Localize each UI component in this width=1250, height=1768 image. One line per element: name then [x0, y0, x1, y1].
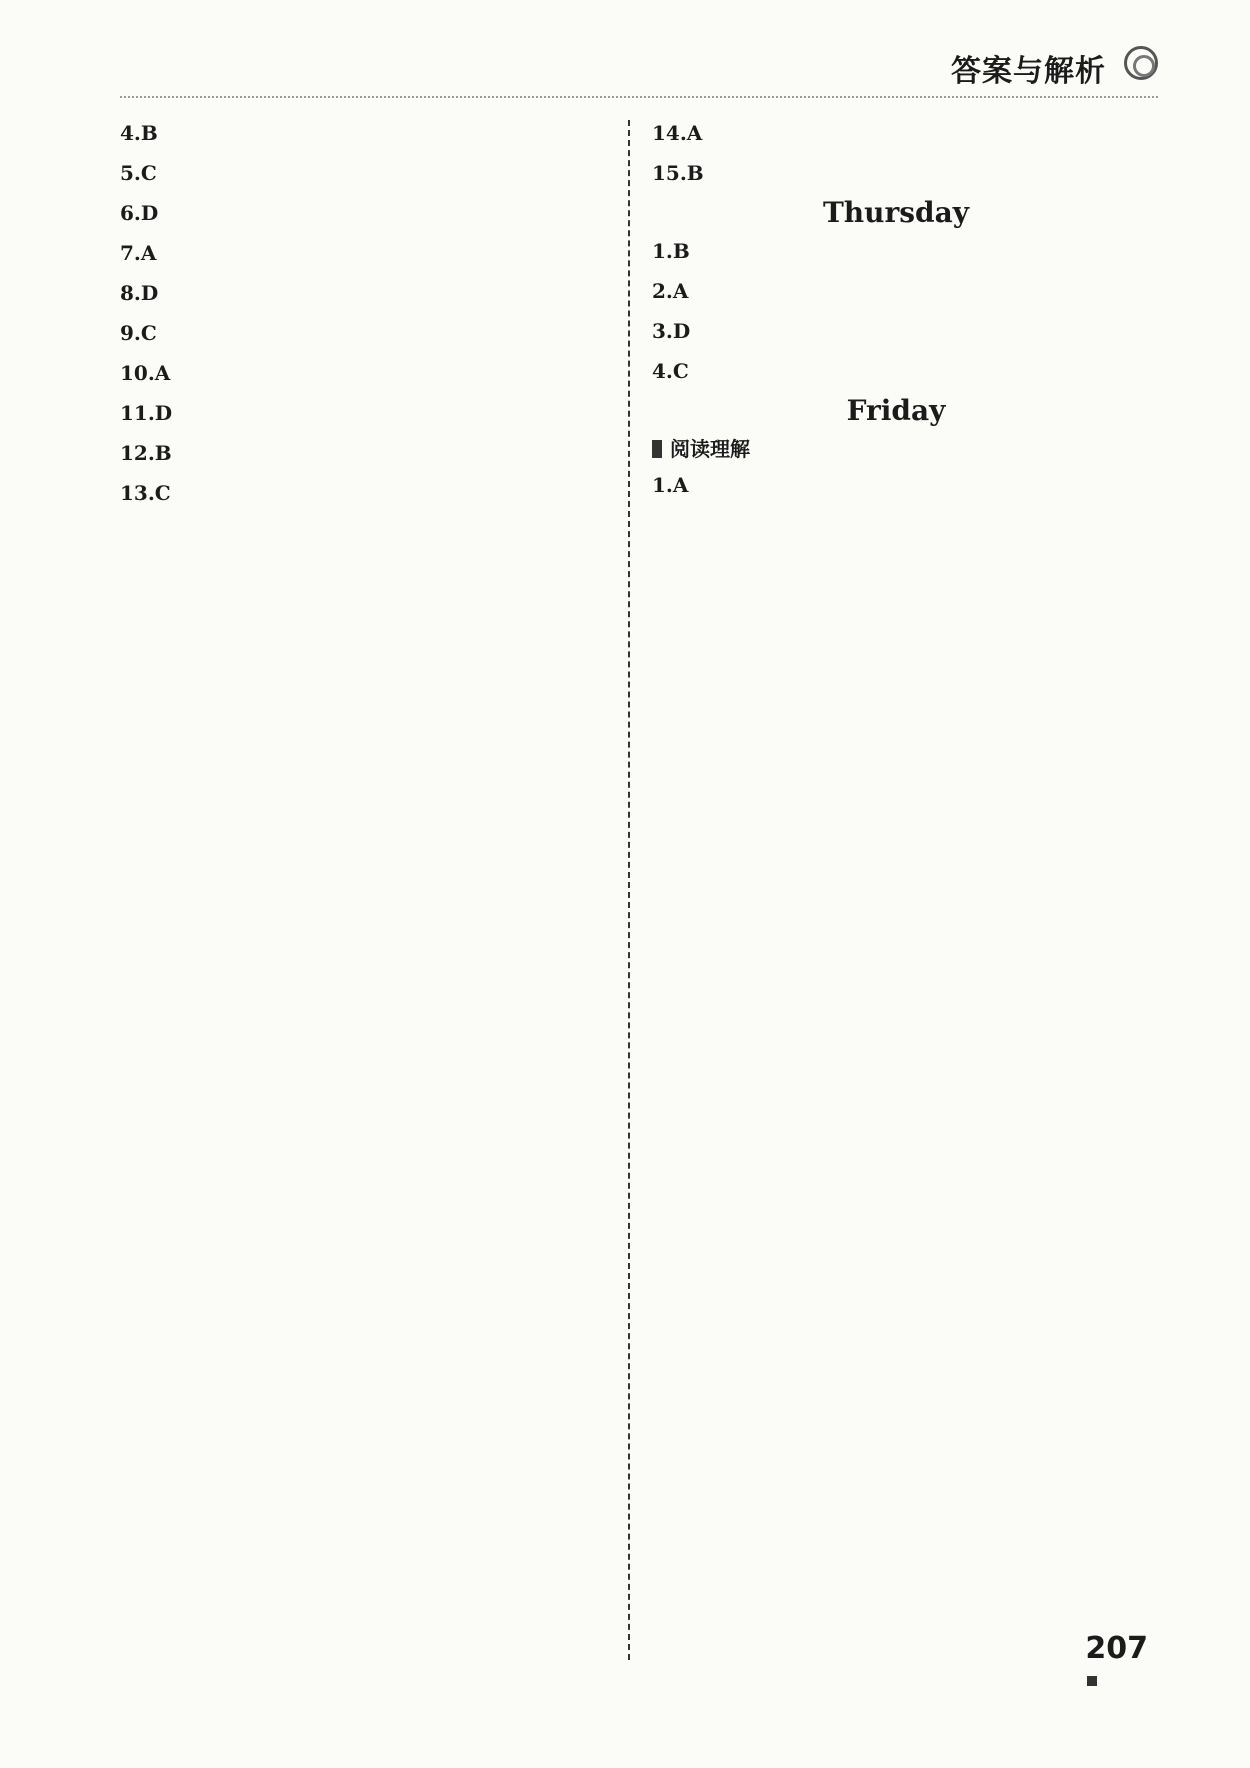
- answer-item: [120, 478, 620, 508]
- answer-label: 1.B: [652, 239, 690, 263]
- answer-label: 2.A: [652, 279, 689, 303]
- answer-label: 4.C: [652, 359, 689, 383]
- answer-item: [120, 278, 620, 308]
- answer-label: 9.C: [120, 321, 157, 345]
- answer-label: 7.A: [120, 241, 157, 265]
- answer-item: [652, 118, 1140, 148]
- answer-item: [652, 158, 1140, 188]
- answer-label: 4.B: [120, 121, 158, 145]
- answer-label: 10.A: [120, 361, 171, 385]
- section-title-thursday: Thursday: [822, 196, 970, 229]
- answer-item: [120, 398, 620, 428]
- answer-label: 13.C: [120, 481, 171, 505]
- answer-label: 8.D: [120, 281, 159, 305]
- answer-item: [120, 238, 620, 268]
- page-number: 207: [1085, 1631, 1148, 1666]
- answer-label: 1.A: [652, 473, 689, 497]
- section-title-friday: Friday: [846, 394, 946, 427]
- answer-item: [652, 236, 1140, 266]
- answer-item: [652, 470, 1140, 500]
- answer-item: [652, 276, 1140, 306]
- answer-item: [120, 158, 620, 188]
- answer-item: [652, 316, 1140, 346]
- answer-label: 5.C: [120, 161, 157, 185]
- page-header: [120, 38, 1158, 98]
- header-title: 答案与解析: [951, 54, 1106, 89]
- answer-item: [120, 358, 620, 388]
- answer-label: 14.A: [652, 121, 703, 145]
- answer-label: 12.B: [120, 441, 172, 465]
- answer-item: [120, 318, 620, 348]
- answer-label: 3.D: [652, 319, 691, 343]
- left-column: [120, 118, 620, 518]
- right-column: [652, 118, 1140, 510]
- answer-item: [120, 118, 620, 148]
- answer-label: 11.D: [120, 401, 173, 425]
- column-divider: [628, 120, 630, 1660]
- reading-comprehension-heading: 阅读理解: [652, 434, 1140, 464]
- page-marker: [1087, 1676, 1097, 1686]
- answer-item: [652, 356, 1140, 386]
- answer-item: [120, 438, 620, 468]
- target-icon: [1124, 46, 1158, 80]
- answer-label: 6.D: [120, 201, 159, 225]
- answer-label: 15.B: [652, 161, 704, 185]
- answer-item: [120, 198, 620, 228]
